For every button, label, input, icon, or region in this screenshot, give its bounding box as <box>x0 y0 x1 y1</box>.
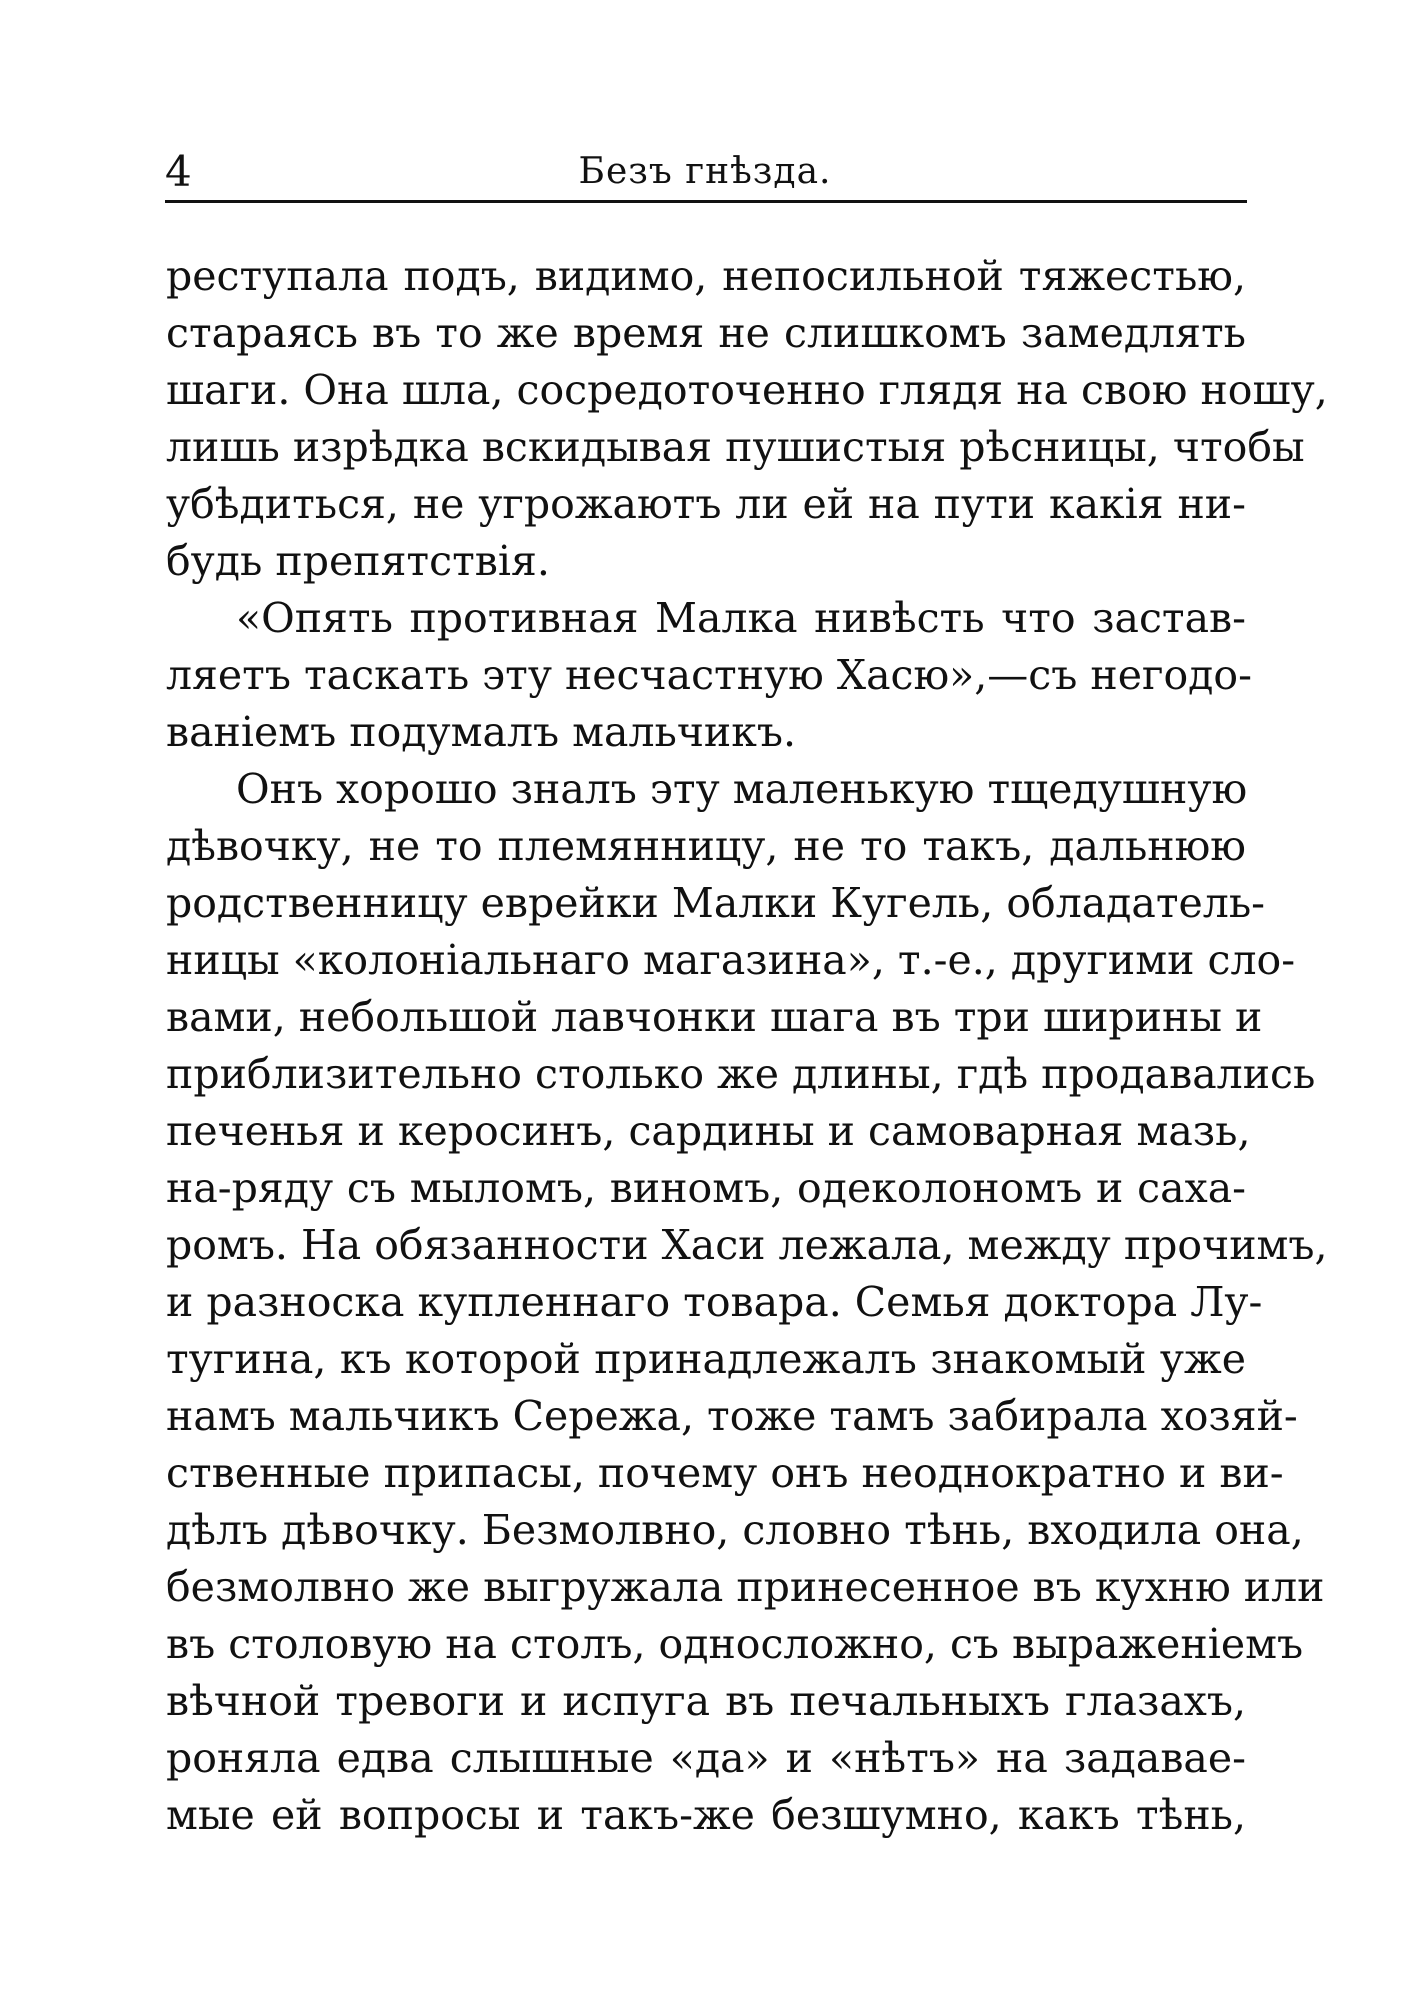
text-line: на-ряду съ мыломъ, виномъ, одеколономъ и саха- <box>166 1164 1246 1212</box>
text-line: въ столовую на столъ, односложно, съ выраженіемъ <box>166 1620 1304 1668</box>
text-line: шаги. Она шла, сосредоточенно глядя на свою ношу, <box>166 366 1328 414</box>
text-line: родственницу еврейки Малки Кугель, обладатель- <box>166 879 1266 927</box>
text-line: безмолвно же выгружала принесенное въ кухню или <box>166 1563 1325 1611</box>
text-line: и разноска купленнаго товара. Семья доктора Лу- <box>166 1278 1263 1326</box>
text-line: лишь изрѣдка вскидывая пушистыя рѣсницы, чтобы <box>166 423 1305 471</box>
text-line: печенья и керосинъ, сардины и самоварная мазь, <box>166 1107 1251 1155</box>
running-title: Безъ гнѣзда. <box>578 151 832 192</box>
text-line: стараясь въ то же время не слишкомъ замедлять <box>166 309 1246 357</box>
text-line: вѣчной тревоги и испуга въ печальныхъ глазахъ, <box>166 1677 1246 1725</box>
page-number: 4 <box>165 147 192 196</box>
header-rule <box>165 200 1247 203</box>
text-line: Онъ хорошо зналъ эту маленькую тщедушную <box>236 765 1248 813</box>
page-header <box>165 142 1245 202</box>
text-line: роняла едва слышные «да» и «нѣтъ» на задавае- <box>166 1734 1246 1782</box>
text-line: убѣдиться, не угрожаютъ ли ей на пути какія ни- <box>166 480 1246 528</box>
text-line: дѣвочку, не то племянницу, не то такъ, дальнюю <box>166 822 1246 870</box>
text-line: дѣлъ дѣвочку. Безмолвно, словно тѣнь, входила она, <box>166 1506 1304 1554</box>
text-line: ницы «колоніальнаго магазина», т.-е., другими сло- <box>166 936 1296 984</box>
text-line: мые ей вопросы и такъ-же безшумно, какъ тѣнь, <box>166 1791 1246 1839</box>
text-line: приблизительно столько же длины, гдѣ продавались <box>166 1050 1316 1098</box>
text-line: «Опять противная Малка нивѣсть что застав- <box>236 594 1246 642</box>
text-line: ваніемъ подумалъ мальчикъ. <box>166 708 796 756</box>
text-line: ромъ. На обязанности Хаси лежала, между прочимъ, <box>166 1221 1328 1269</box>
text-line: ляетъ таскать эту несчастную Хасю»,—съ негодо- <box>166 651 1252 699</box>
text-line: ственные припасы, почему онъ неоднократно и ви- <box>166 1449 1284 1497</box>
body-text <box>166 248 1328 1844</box>
text-line: будь препятствія. <box>166 537 550 585</box>
text-line: вами, небольшой лавчонки шага въ три ширины и <box>166 993 1263 1041</box>
text-line: тугина, къ которой принадлежалъ знакомый уже <box>166 1335 1246 1383</box>
text-line: реступала подъ, видимо, непосильной тяжестью, <box>166 252 1246 300</box>
text-line: намъ мальчикъ Сережа, тоже тамъ забирала хозяй- <box>166 1392 1298 1440</box>
